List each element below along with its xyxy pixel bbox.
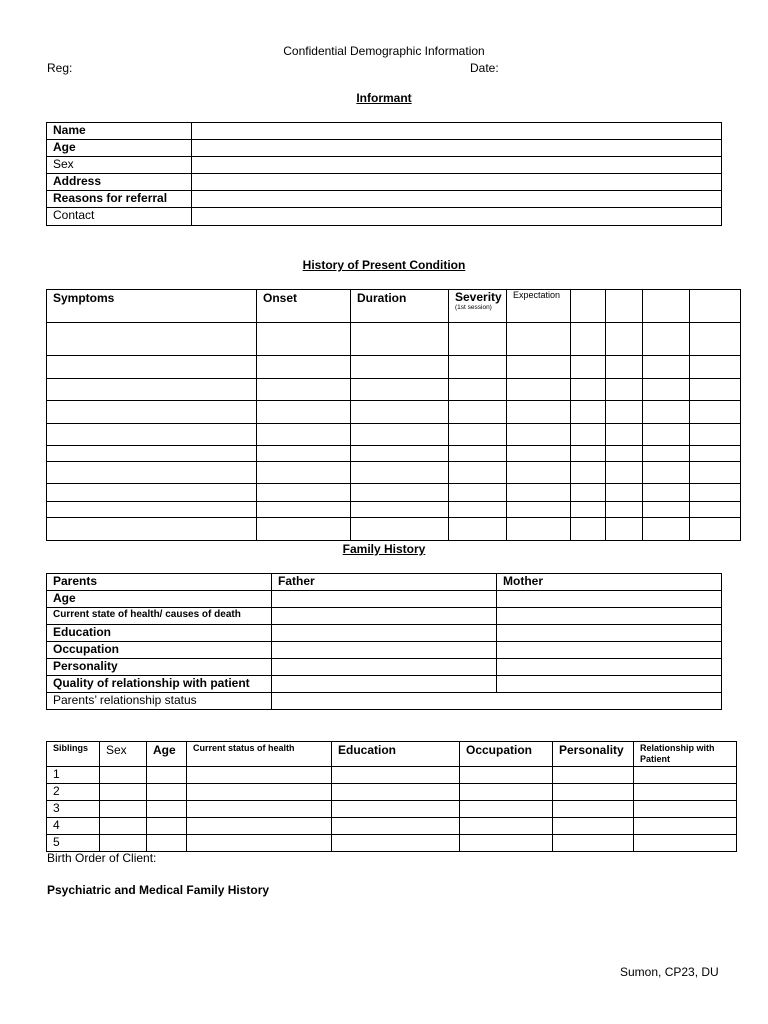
family-heading: Family History bbox=[342, 542, 426, 556]
col-extra-2 bbox=[606, 290, 643, 323]
col-relationship: Relationship with Patient bbox=[634, 742, 737, 767]
sibling-row[interactable] bbox=[47, 818, 737, 835]
parents-header: Parents bbox=[47, 574, 272, 591]
sibling-number: 2 bbox=[47, 784, 100, 801]
parents-table bbox=[46, 573, 722, 710]
history-row[interactable] bbox=[47, 518, 741, 541]
history-table bbox=[46, 289, 741, 541]
sibling-number: 3 bbox=[47, 801, 100, 818]
sibling-number: 4 bbox=[47, 818, 100, 835]
sibling-row[interactable] bbox=[47, 767, 737, 784]
informant-table bbox=[46, 122, 722, 226]
informant-label-address: Address bbox=[47, 174, 192, 191]
father-header: Father bbox=[272, 574, 497, 591]
parents-label-relationship: Quality of relationship with patient bbox=[47, 676, 272, 693]
parents-label-education: Education bbox=[47, 625, 272, 642]
history-row[interactable] bbox=[47, 502, 741, 518]
col-extra-3 bbox=[643, 290, 690, 323]
col-sex: Sex bbox=[100, 742, 147, 767]
mother-header: Mother bbox=[497, 574, 722, 591]
col-extra-4 bbox=[690, 290, 741, 323]
informant-field-referral[interactable] bbox=[192, 191, 722, 208]
psychiatric-heading: Psychiatric and Medical Family History bbox=[47, 883, 270, 897]
informant-field-address[interactable] bbox=[192, 174, 722, 191]
mother-field[interactable] bbox=[497, 642, 722, 659]
col-extra-1 bbox=[571, 290, 606, 323]
father-field[interactable] bbox=[272, 591, 497, 608]
col-personality: Personality bbox=[553, 742, 634, 767]
parents-relationship-status-field[interactable] bbox=[272, 693, 722, 710]
col-onset: Onset bbox=[257, 290, 351, 323]
history-row[interactable] bbox=[47, 424, 741, 446]
father-field[interactable] bbox=[272, 659, 497, 676]
informant-field-name[interactable] bbox=[192, 123, 722, 140]
informant-field-age[interactable] bbox=[192, 140, 722, 157]
col-severity bbox=[449, 290, 507, 323]
sibling-number: 5 bbox=[47, 835, 100, 852]
informant-label-name: Name bbox=[47, 123, 192, 140]
informant-label-sex: Sex bbox=[47, 157, 192, 174]
sibling-row[interactable] bbox=[47, 835, 737, 852]
mother-field[interactable] bbox=[497, 625, 722, 642]
father-field[interactable] bbox=[272, 608, 497, 625]
parents-label-occupation: Occupation bbox=[47, 642, 272, 659]
father-field[interactable] bbox=[272, 642, 497, 659]
mother-field[interactable] bbox=[497, 608, 722, 625]
sibling-row[interactable] bbox=[47, 801, 737, 818]
father-field[interactable] bbox=[272, 676, 497, 693]
sibling-row[interactable] bbox=[47, 784, 737, 801]
document-title: Confidential Demographic Information bbox=[283, 44, 485, 58]
history-row[interactable] bbox=[47, 462, 741, 484]
parents-relationship-status-label: Parents’ relationship status bbox=[47, 693, 272, 710]
parents-label-age: Age bbox=[47, 591, 272, 608]
informant-label-contact: Contact bbox=[47, 208, 192, 226]
severity-note: (1st session) bbox=[455, 304, 492, 311]
siblings-table bbox=[46, 741, 737, 852]
date-label: Date: bbox=[470, 61, 499, 75]
history-row[interactable] bbox=[47, 446, 741, 462]
parents-label-health: Current state of health/ causes of death bbox=[47, 608, 272, 625]
history-row[interactable] bbox=[47, 379, 741, 401]
footer-author: Sumon, CP23, DU bbox=[620, 965, 719, 979]
parents-label-personality: Personality bbox=[47, 659, 272, 676]
col-age: Age bbox=[147, 742, 187, 767]
history-row[interactable] bbox=[47, 484, 741, 502]
history-row[interactable] bbox=[47, 356, 741, 379]
informant-field-contact[interactable] bbox=[192, 208, 722, 226]
history-row[interactable] bbox=[47, 401, 741, 424]
reg-label: Reg: bbox=[47, 61, 73, 75]
informant-label-referral: Reasons for referral bbox=[47, 191, 192, 208]
informant-heading: Informant bbox=[356, 91, 412, 105]
mother-field[interactable] bbox=[497, 676, 722, 693]
informant-field-sex[interactable] bbox=[192, 157, 722, 174]
father-field[interactable] bbox=[272, 625, 497, 642]
history-heading: History of Present Condition bbox=[302, 258, 466, 272]
severity-label: Severity bbox=[455, 290, 502, 304]
col-expectation: Expectation bbox=[507, 290, 571, 323]
mother-field[interactable] bbox=[497, 659, 722, 676]
history-row[interactable] bbox=[47, 323, 741, 356]
sibling-number: 1 bbox=[47, 767, 100, 784]
col-health: Current status of health bbox=[187, 742, 332, 767]
birth-order-label: Birth Order of Client: bbox=[47, 851, 157, 865]
col-siblings: Siblings bbox=[47, 742, 100, 767]
mother-field[interactable] bbox=[497, 591, 722, 608]
col-education: Education bbox=[332, 742, 460, 767]
col-symptoms: Symptoms bbox=[47, 290, 257, 323]
col-occupation: Occupation bbox=[460, 742, 553, 767]
col-duration: Duration bbox=[351, 290, 449, 323]
informant-label-age: Age bbox=[47, 140, 192, 157]
